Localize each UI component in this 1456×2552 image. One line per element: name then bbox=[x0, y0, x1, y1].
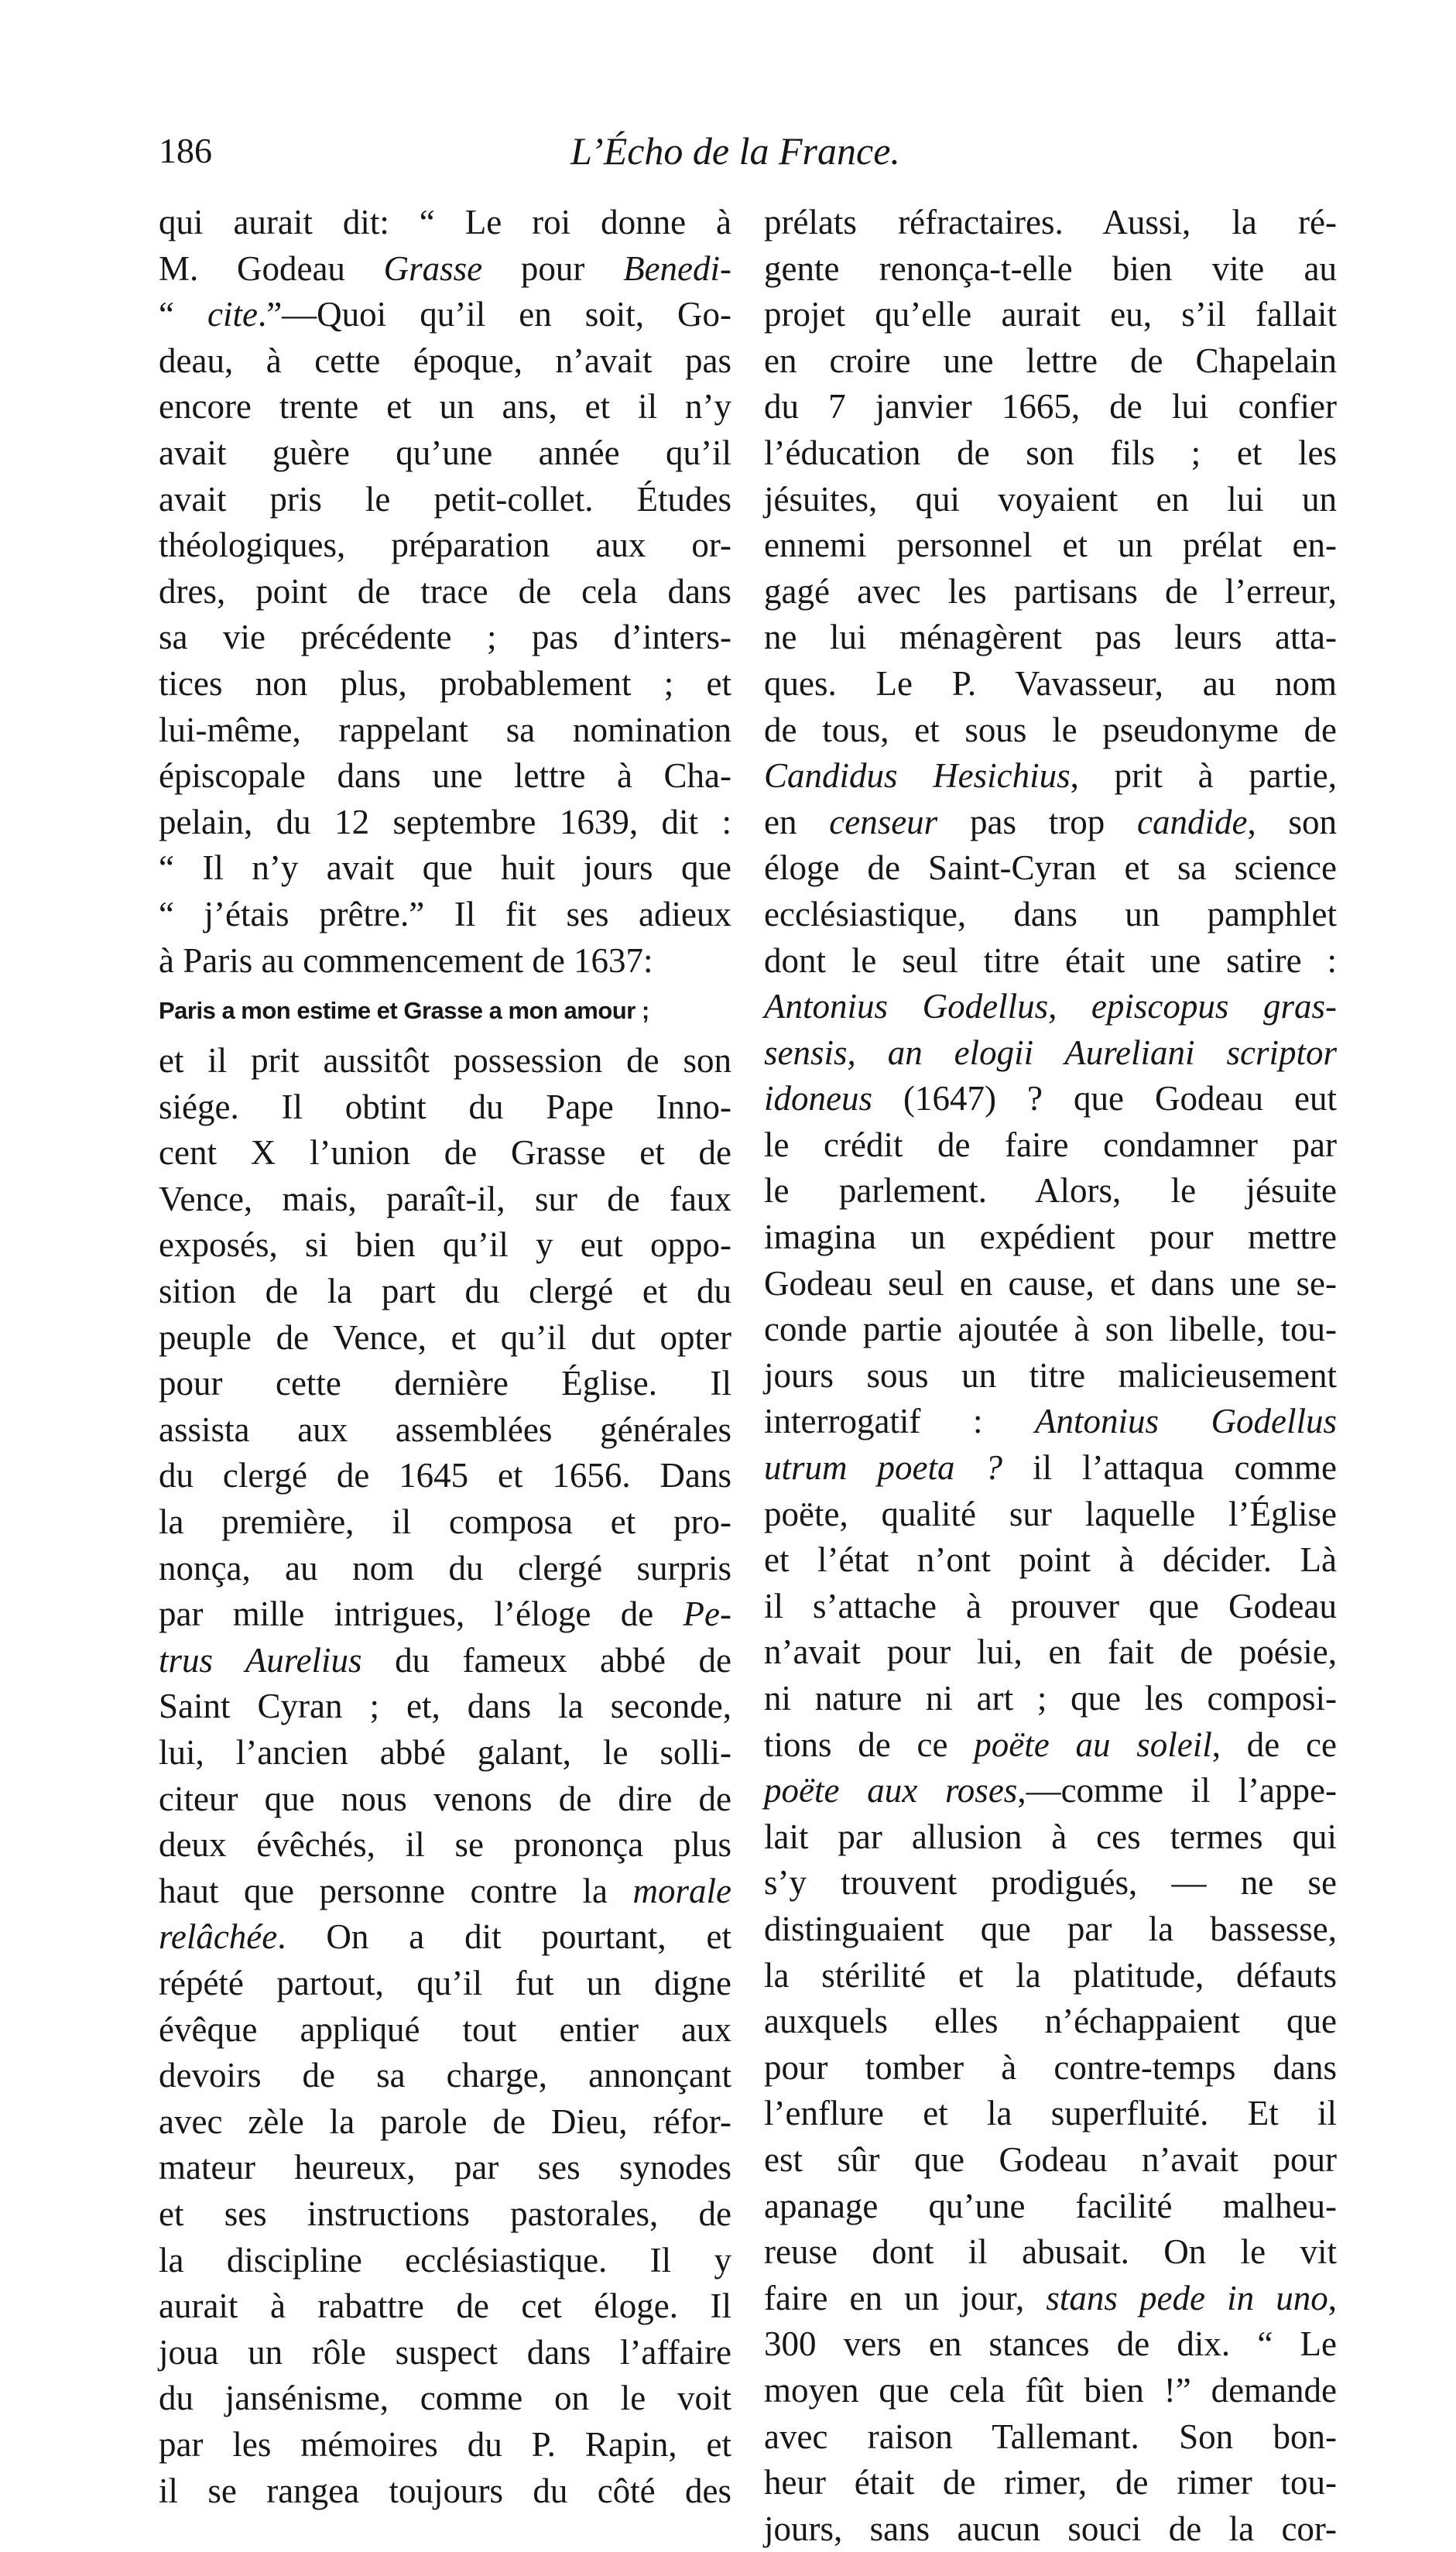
text-line: 300 vers en stances de dix. “ Le bbox=[764, 2324, 1337, 2364]
text-line: éloge de Saint-Cyran et sa science bbox=[764, 848, 1337, 888]
text-line: heur était de rimer, de rimer tou- bbox=[764, 2463, 1337, 2502]
text-line: il se rangea toujours du côté des bbox=[159, 2471, 731, 2510]
text-line: lui-même, rappelant sa nomination bbox=[159, 710, 731, 749]
text-line: reuse dont il abusait. On le vit bbox=[764, 2232, 1337, 2272]
text-line: haut que personne contre la morale bbox=[159, 1871, 731, 1910]
text-line: Antonius Godellus, episcopus gras- bbox=[764, 987, 1337, 1026]
text-line: ecclésiastique, dans un pamphlet bbox=[764, 894, 1337, 933]
verse-quote: Paris a mon estime et Grasse a mon amour ; bbox=[159, 997, 649, 1025]
text-line: deau, à cette époque, n’avait pas bbox=[159, 341, 731, 380]
text-line: Vence, mais, paraît-il, sur de faux bbox=[159, 1179, 731, 1218]
text-line: le crédit de faire condamner par bbox=[764, 1125, 1337, 1164]
text-line: avec raison Tallemant. Son bon- bbox=[764, 2417, 1337, 2456]
text-line: sa vie précédente ; pas d’inters- bbox=[159, 618, 731, 657]
text-line: du clergé de 1645 et 1656. Dans bbox=[159, 1456, 731, 1495]
text-line: du jansénisme, comme on le voit bbox=[159, 2379, 731, 2418]
text-line: relâchée. On a dit pourtant, et bbox=[159, 1917, 731, 1957]
text-line: sensis, an elogii Aureliani scriptor bbox=[764, 1033, 1337, 1072]
text-line: Candidus Hesichius, prit à partie, bbox=[764, 756, 1337, 796]
text-line: Saint Cyran ; et, dans la seconde, bbox=[159, 1687, 731, 1726]
text-line: la première, il composa et pro- bbox=[159, 1502, 731, 1542]
text-line: distinguaient que par la bassesse, bbox=[764, 1909, 1337, 1948]
text-line: Godeau seul en cause, et dans une se- bbox=[764, 1263, 1337, 1303]
text-line: et ses instructions pastorales, de bbox=[159, 2194, 731, 2233]
text-line: sition de la part du clergé et du bbox=[159, 1272, 731, 1311]
text-line: dres, point de trace de cela dans bbox=[159, 571, 731, 611]
text-line: tions de ce poëte au soleil, de ce bbox=[764, 1725, 1338, 1764]
text-line: théologiques, préparation aux or- bbox=[159, 526, 731, 565]
text-line: aurait à rabattre de cet éloge. Il bbox=[159, 2287, 731, 2326]
text-line: en croire une lettre de Chapelain bbox=[764, 341, 1337, 380]
text-line: pour cette dernière Église. Il bbox=[159, 1364, 731, 1403]
text-line: avait pris le petit-collet. Études bbox=[159, 479, 731, 519]
text-line: répété partout, qu’il fut un digne bbox=[159, 1963, 731, 2002]
text-line: à Paris au commencement de 1637: bbox=[159, 940, 653, 980]
text-line: nonça, au nom du clergé surpris bbox=[159, 1548, 731, 1588]
text-line: citeur que nous venons de dire de bbox=[159, 1779, 731, 1818]
text-line: interrogatif : Antonius Godellus bbox=[764, 1402, 1337, 1441]
text-line: est sûr que Godeau n’avait pour bbox=[764, 2139, 1337, 2179]
left-column-lines-a bbox=[159, 200, 731, 984]
text-line: prélats réfractaires. Aussi, la ré- bbox=[764, 203, 1337, 241]
text-line: conde partie ajoutée à son libelle, tou- bbox=[764, 1310, 1337, 1349]
text-line: imagina un expédient pour mettre bbox=[764, 1218, 1337, 1257]
text-line: l’enflure et la superfluité. Et il bbox=[764, 2094, 1337, 2133]
text-line: s’y trouvent prodigués, — ne se bbox=[764, 1863, 1337, 1903]
text-line: auxquels elles n’échappaient que bbox=[764, 2002, 1337, 2041]
text-line: “ cite.”—Quoi qu’il en soit, Go- bbox=[159, 295, 731, 334]
text-line: exposés, si bien qu’il y eut oppo- bbox=[159, 1225, 731, 1265]
right-column-lines bbox=[764, 200, 1337, 2552]
text-line: trus Aurelius du fameux abbé de bbox=[159, 1640, 731, 1680]
text-line: pour tomber à contre-temps dans bbox=[764, 2047, 1337, 2087]
text-line: mateur heureux, par ses synodes bbox=[159, 2148, 731, 2187]
text-line: peuple de Vence, et qu’il dut opter bbox=[159, 1317, 731, 1357]
text-line: gagé avec les partisans de l’erreur, bbox=[764, 571, 1337, 611]
text-line: “ Il n’y avait que huit jours que bbox=[159, 848, 731, 888]
text-line: n’avait pour lui, en fait de poésie, bbox=[764, 1632, 1337, 1672]
text-line: par les mémoires du P. Rapin, et bbox=[159, 2424, 731, 2464]
text-line: gente renonça-t-elle bien vite au bbox=[764, 248, 1337, 288]
text-line: idoneus (1647) ? que Godeau eut bbox=[764, 1079, 1337, 1118]
text-line: ques. Le P. Vavasseur, au nom bbox=[764, 663, 1337, 703]
right-column bbox=[764, 200, 1337, 2552]
text-line: joua un rôle suspect dans l’affaire bbox=[159, 2332, 731, 2372]
text-line: du 7 janvier 1665, de lui confier bbox=[764, 387, 1337, 426]
text-line: le parlement. Alors, le jésuite bbox=[764, 1171, 1337, 1211]
text-line: siége. Il obtint du Pape Inno- bbox=[159, 1087, 731, 1126]
page-number: 186 bbox=[159, 131, 212, 170]
text-line: dont le seul titre était une satire : bbox=[764, 940, 1337, 980]
text-line: assista aux assemblées générales bbox=[159, 1410, 731, 1449]
text-line: projet qu’elle aurait eu, s’il fallait bbox=[764, 295, 1337, 334]
text-line: “ j’étais prêtre.” Il fit ses adieux bbox=[159, 894, 731, 933]
text-line: cent X l’union de Grasse et de bbox=[159, 1133, 731, 1173]
text-line: épiscopale dans une lettre à Cha- bbox=[159, 756, 731, 796]
text-line: apanage qu’une facilité malheu- bbox=[764, 2186, 1337, 2225]
text-line: poëte aux roses,—comme il l’appe- bbox=[764, 1771, 1337, 1810]
text-line: ennemi personnel et un prélat en- bbox=[764, 526, 1337, 565]
running-title: L’Écho de la France. bbox=[570, 129, 900, 173]
text-line: et l’état n’ont point à décider. Là bbox=[764, 1540, 1337, 1580]
left-column bbox=[159, 200, 731, 2514]
text-line: M. Godeau Grasse pour Benedi- bbox=[159, 248, 731, 288]
text-line: par mille intrigues, l’éloge de Pe- bbox=[159, 1595, 731, 1634]
text-line: faire en un jour, stans pede in uno, bbox=[764, 2278, 1337, 2317]
text-line: jésuites, qui voyaient en lui un bbox=[764, 479, 1337, 519]
text-line: et il prit aussitôt possession de son bbox=[159, 1041, 731, 1081]
text-line: deux évêchés, il se prononça plus bbox=[159, 1825, 731, 1865]
text-line: ni nature ni art ; que les composi- bbox=[764, 1679, 1337, 1718]
text-line: qui aurait dit: “ Le roi donne à bbox=[159, 203, 731, 241]
text-line: avait guère qu’une année qu’il bbox=[159, 433, 731, 472]
text-line: lait par allusion à ces termes qui bbox=[764, 1817, 1337, 1856]
text-line: il s’attache à prouver que Godeau bbox=[764, 1586, 1337, 1625]
text-line: de tous, et sous le pseudonyme de bbox=[764, 710, 1337, 749]
text-line: jours, sans aucun souci de la cor- bbox=[764, 2509, 1337, 2548]
text-line: la stérilité et la platitude, défauts bbox=[764, 1955, 1337, 1995]
text-line: encore trente et un ans, et il n’y bbox=[159, 387, 731, 426]
text-line: en censeur pas trop candide, son bbox=[764, 802, 1337, 841]
text-line: utrum poeta ? il l’attaqua comme bbox=[764, 1448, 1337, 1488]
text-line: moyen que cela fût bien !” demande bbox=[764, 2370, 1337, 2410]
text-line: ne lui ménagèrent pas leurs atta- bbox=[764, 618, 1337, 657]
text-line: jours sous un titre malicieusement bbox=[764, 1355, 1337, 1395]
text-line: évêque appliqué tout entier aux bbox=[159, 2009, 731, 2049]
text-line: avec zèle la parole de Dieu, réfor- bbox=[159, 2102, 731, 2141]
text-line: poëte, qualité sur laquelle l’Église bbox=[764, 1494, 1337, 1533]
text-line: l’éducation de son fils ; et les bbox=[764, 433, 1337, 472]
left-column-lines-b bbox=[159, 1038, 731, 2514]
text-line: la discipline ecclésiastique. Il y bbox=[159, 2240, 731, 2280]
text-line: devoirs de sa charge, annonçant bbox=[159, 2056, 731, 2095]
text-line: tices non plus, probablement ; et bbox=[159, 663, 731, 703]
text-line: lui, l’ancien abbé galant, le solli- bbox=[159, 1733, 731, 1772]
text-line: pelain, du 12 septembre 1639, dit : bbox=[159, 802, 731, 841]
